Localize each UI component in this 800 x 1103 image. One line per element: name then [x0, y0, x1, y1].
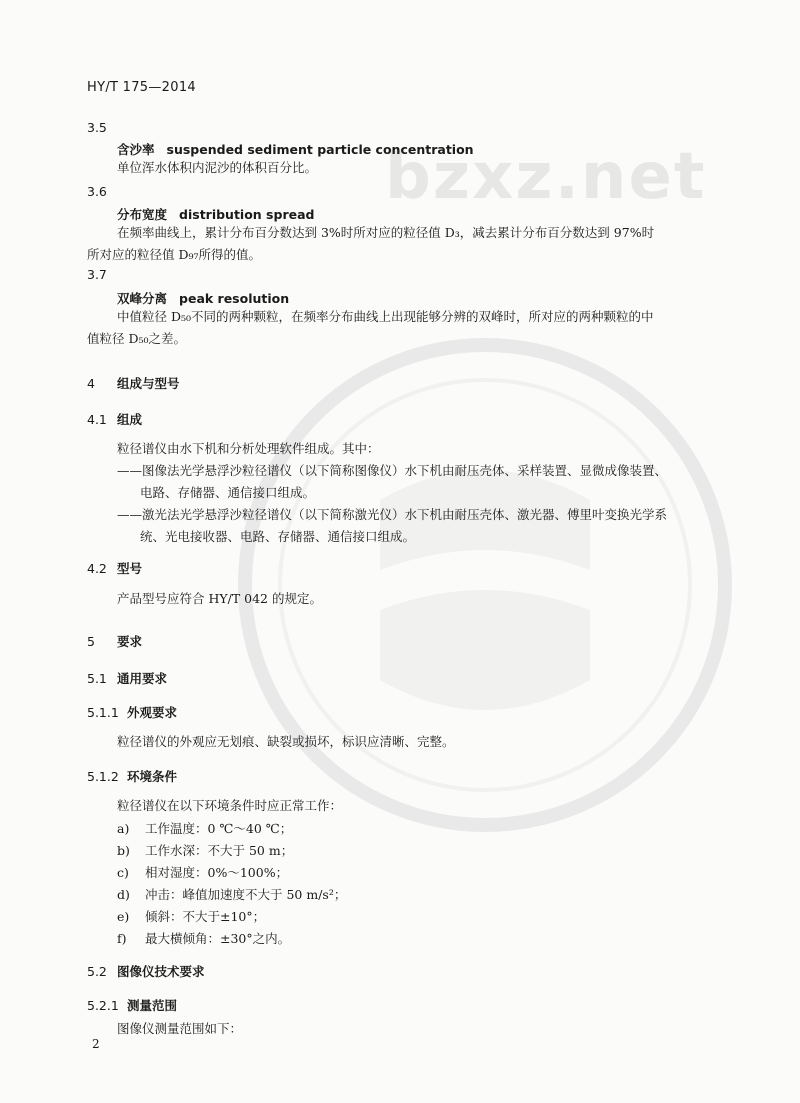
term-definition-line: 中值粒径 D₅₀不同的两种颗粒，在频率分布曲线上出现能够分辨的双峰时，所对应的两种颗粒的中 [117, 309, 654, 324]
paragraph: 图像仪测量范围如下： [117, 1021, 243, 1036]
list-item: c) 相对湿度：0%～100%； [117, 865, 289, 880]
term-zh: 双峰分离 [117, 291, 168, 306]
section-heading: 4 组成与型号 [87, 376, 180, 391]
clause-number: 3.5 [87, 120, 107, 135]
term-title [117, 289, 289, 307]
subsection-heading: 5.1 通用要求 [87, 671, 168, 686]
paragraph: 粒径谱仪在以下环境条件时应正常工作： [117, 798, 343, 813]
term-definition-line: 值粒径 D₅₀之差。 [87, 331, 187, 346]
page-number: 2 [92, 1037, 100, 1051]
term-en: distribution spread [179, 207, 315, 222]
term-definition-line: 所对应的粒径值 D₉₇所得的值。 [87, 247, 262, 262]
watermark-seal-icon [230, 330, 740, 840]
subsection-heading: 5.2.1 测量范围 [87, 998, 178, 1013]
standard-code-header: HY/T 175—2014 [87, 80, 196, 95]
clause-number: 3.7 [87, 267, 107, 282]
list-item: e) 倾斜：不大于±10°； [117, 909, 266, 924]
paragraph: 粒径谱仪由水下机和分析处理软件组成。其中： [117, 441, 380, 456]
subsection-heading: 4.1 组成 [87, 412, 143, 427]
subsection-heading: 5.2 图像仪技术要求 [87, 964, 205, 979]
list-item: f) 最大横倾角：±30°之内。 [117, 931, 291, 946]
term-en: suspended sediment particle concentration [166, 142, 474, 157]
dash-list-item: ——图像法光学悬浮沙粒径谱仪（以下简称图像仪）水下机由耐压壳体、采样装置、显微成像装置、 电路、存储器、通信接口组成。 [117, 463, 668, 500]
dash-list-item: ——激光法光学悬浮沙粒径谱仪（以下简称激光仪）水下机由耐压壳体、激光器、傅里叶变换光学系 统、光电接收器、电路、存储器、通信接口组成。 [117, 507, 668, 544]
section-heading: 5 要求 [87, 634, 143, 649]
watermark-text: bzxz.net [385, 140, 707, 214]
paragraph: 产品型号应符合 HY/T 042 的规定。 [117, 591, 322, 606]
term-zh: 含沙率 [117, 142, 155, 157]
paragraph: 粒径谱仪的外观应无划痕、缺裂或损坏，标识应清晰、完整。 [117, 734, 455, 749]
term-zh: 分布宽度 [117, 207, 168, 222]
list-item: d) 冲击：峰值加速度不大于 50 m/s²； [117, 887, 347, 902]
list-item: b) 工作水深：不大于 50 m； [117, 843, 294, 858]
term-en: peak resolution [179, 291, 290, 306]
list-item: a) 工作温度：0 ℃～40 ℃； [117, 821, 293, 836]
term-definition-line: 在频率曲线上，累计分布百分数达到 3%时所对应的粒径值 D₃，减去累计分布百分数达到 97%时 [117, 225, 655, 240]
clause-number: 3.6 [87, 184, 107, 199]
term-title [117, 140, 474, 158]
term-definition: 单位浑水体积内泥沙的体积百分比。 [117, 160, 318, 175]
subsection-heading: 5.1.2 环境条件 [87, 769, 178, 784]
subsection-heading: 4.2 型号 [87, 561, 143, 576]
term-title [117, 205, 314, 223]
subsection-heading: 5.1.1 外观要求 [87, 705, 178, 720]
